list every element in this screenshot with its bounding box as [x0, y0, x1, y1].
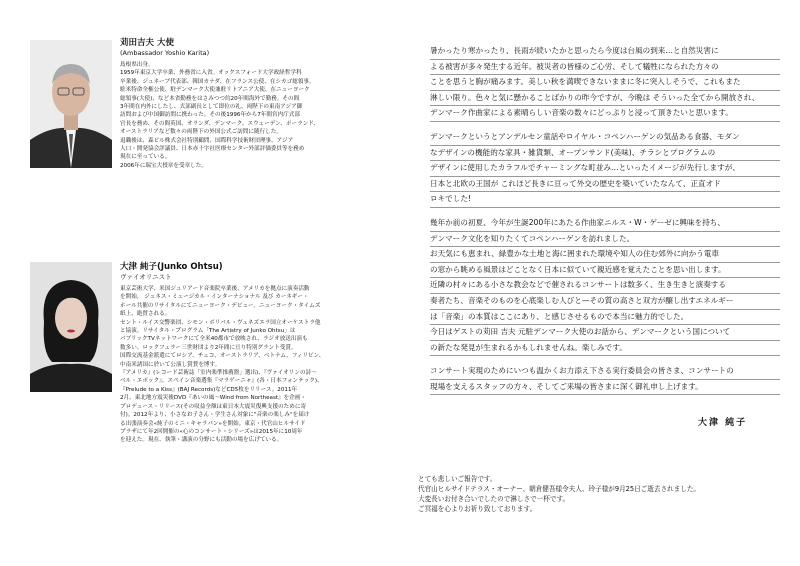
notice-line: 代官山ヒルサイドテラス・オーナー、朝倉健吾様令夫人、玲子様が9月25日ご逝去されました。 — [418, 485, 701, 493]
notice-line: ご冥福を心よりお祈り致しております。 — [418, 505, 537, 513]
notice-line: とても悲しいご報告です。 — [418, 475, 497, 483]
letter-line: 現場を支えるスタッフの方々、そしてご来場の皆さまに深く御礼申し上げます。 — [430, 380, 780, 396]
letter-line: の窓から眺める風景はどことなく日本に似ていて親近感を覚えたことを思い出します。 — [430, 263, 780, 279]
letter-line: の新たな発見が生まれるかもしれませんね。楽しみです。 — [430, 341, 780, 357]
letter-signature: 大津 純子 — [698, 418, 748, 428]
letter-line: ロキでした! — [430, 192, 780, 208]
letter-line: 暑かったり寒かったり、長雨が続いたかと思ったら今度は台風の到来…と自然災害に — [430, 44, 780, 60]
letter-line: 近隣の村々にある小さな教会などで催されるコンサートは数多く、生き生きと演奏する — [430, 278, 780, 294]
letter-line: デザインに使用したカラフルでチャーミングな町並み…といったイメージが先行しますが、 — [430, 161, 780, 177]
ambassador-subtitle: (Ambassador Yoshio Karita) — [120, 49, 210, 57]
letter-line: ことを思うと胸が痛みます。美しい秋を満喫できないままに冬に突入しそうで、これもまた — [430, 75, 780, 91]
letter-paragraph — [430, 216, 780, 356]
violinist-name: 大津 純子(Junko Ohtsu) — [120, 262, 223, 272]
letter-line: は「音楽」の本質はここにあり、と感じさせるもので本当に魅力的でした。 — [430, 310, 780, 326]
letter-paragraph — [430, 364, 780, 395]
violinist-subtitle: ヴァイオリニスト — [120, 273, 172, 281]
letter-line: 日本と北欧の王国が これほど長きに亘って外交の歴史を築いていたなんて、正直オド — [430, 177, 780, 193]
ambassador-bio-text: 島根県出身。 1959年東京大学卒業、外務省に入省。オックスフォード大学政経哲学科 卒業後、ジュネーブ代表部、韓国カナダ、在フランス公使、在シカゴ総領事、 駐米特命全権公使、駐デンマーク大使兼駐リトアニア大使、在ニューヨーク 総領事(大使)、など本省勤務をはさみつつ約20年間海外で勤務。その間 3年間在内外にしたし、式部副長として即位の礼、両陛下の東南アジア御 訪問および中国御訪問に携わった。その後1996年から7年間宮内庁式部 官長を務め、その間英国、オランダ、デンマーク、スウェーデン、ポーランド、 オーストラリアなど数々の両陛下の外国公式ご訪問に随行した。 退職後は、森ビル株式会社特別顧問、国際科学技術財団理事、アジア 人口・開発協会評議員、日本赤十字社医療センター外部評価委員等を務め 現在に至っている。 2006年に瑞宝大授章を受章した。 — [120, 62, 319, 169]
violinist-bio-text: 東京芸術大学、米国ジュリアード音楽院卒業後、アメリカを拠点に演奏活動 を開始。 ジュネス・ミュージカル・インターナショナル 及び カーネギー・ ホール共催のリサイタルにてニューヨーク・デビュー。ニューヨーク・タイムズ 紙上、絶賛される。 セント・ルイス交響楽団、シモン・ボリバル・ヴェネズエラ国立オーケストラ他 と協演。リサイタル・プログラム「The Artistry of Junko Ohtsu」は パブリックTVネットワークにて全米40都市で放映され、ラジオ放送出演も 数多い。ロックフェラー三世財団より2年間に亘り特別グラント受賞。 国際交流基金派遣にてロシア、チェコ、オーストラリア、ベトナム、フィリピン、 中南米諸国に於いて公演し賞賛を博す。 『アメリカ』(レコード芸術誌「室内楽準推薦盤」選出)、『ヴァイオリンの詩〜 ベル・エポック』、スペイン音楽選集『マラゲーニャ』(各・日本フォンテック)、 『Prelude to a Kiss』(BAJ Records)などCD5枚をリリース。2011年 2月、東北地方震災後DVD『あいの風〜Wind from Northeast』を企画・ プロデュース・リリース(その収益全額は東日本大震災復興支援のために寄 付)。2012年より、小さなお子さん・学生さん対象に"音楽の楽しみ"を届け る出張演奏会«純子のミニ・キャラバン»を開始。東京・代官山ヒルサイド プラザにて年2回開催の«心のコンサート・シリーズ»は2015年に10周年 を迎えた。現在、執筆・講演の分野にも活動の場を広げている。 — [120, 286, 325, 444]
letter-line: 幾年か前の初夏、今年が生誕200年にあたる作曲家ニルス・W・ゲーゼに興味を持ち、 — [430, 216, 780, 232]
letter-paragraph — [430, 44, 780, 122]
violinist-bio — [120, 262, 382, 445]
letter-line: デンマーク文化を知りたくてコペンハーゲンを訪れました。 — [430, 232, 780, 248]
ambassador-bio — [120, 38, 382, 170]
letter-line: デンマークというとアンデルセン童話やロイヤル・コペンハーゲンの気品ある食器、モダン — [430, 130, 780, 146]
letter-line: コンサート実現のためにいつも温かくお力添え下さる実行委員会の皆さま、コンサートの — [430, 364, 780, 380]
condolence-notice — [418, 474, 788, 514]
letter-paragraph — [430, 130, 780, 208]
letter-line: よる被害が多々発生する近年。被災者の皆様のご心労、そして犠牲になられた方々の — [430, 60, 780, 76]
ambassador-name: 苅田吉夫 大使 — [120, 38, 174, 48]
violinist-photo — [30, 262, 112, 392]
handwritten-letter — [430, 44, 780, 403]
letter-line: デンマーク作曲家による素晴らしい音楽の数々にどっぷりと浸って頂きたいと思います。 — [430, 106, 780, 122]
letter-line: お天気にも恵まれ、緑豊かな土地と海に囲まれた環境や知人の住む郊外に向かう電車 — [430, 247, 780, 263]
letter-line: 今日はゲストの苅田 吉夫 元駐デンマーク大使のお話から、デンマークという国について — [430, 325, 780, 341]
letter-line: 奏者たち、音楽そのものを心底楽しむ人びと—その質の高さと双方が醸し出すエネルギー — [430, 294, 780, 310]
letter-line: なデザインの機能的な家具・雑貨類、オープンサンド(美味)、チラシとプログラムの — [430, 146, 780, 162]
ambassador-photo — [30, 40, 112, 168]
letter-line: 淋しい限り。色々と気に懸かることばかりの昨今ですが、今晩は そういった全てから開放され、 — [430, 91, 780, 107]
notice-line: 大変長いお付き合いでしたので淋しさで一杯です。 — [418, 495, 570, 503]
